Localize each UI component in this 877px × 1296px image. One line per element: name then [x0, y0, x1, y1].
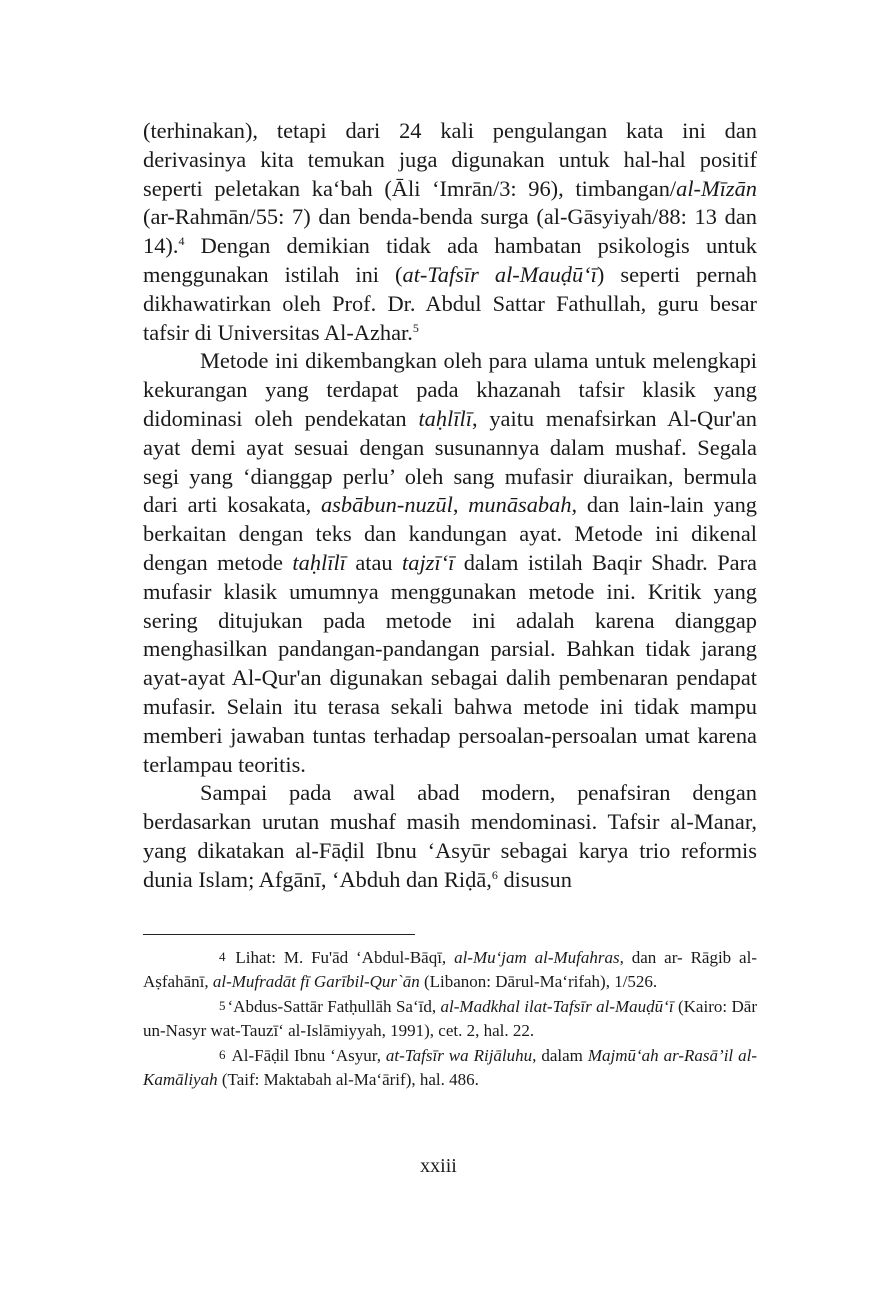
italic-term: al-Mu‘jam al-Mufahras — [454, 948, 620, 967]
italic-term: munāsabah — [468, 492, 572, 518]
text-run: Sampai pada awal abad modern, penafsiran dengan berdasarkan urutan mushaf masih mendominasi. Tafsir al-Manar, yang dikatakan al-Fāḍil Ibnu ‘Asyūr sebagai karya trio reformis dunia Islam; Afgānī, ‘Abduh dan Riḍā, — [143, 780, 757, 892]
footnote-separator — [143, 934, 415, 935]
italic-term: at-Tafsīr al-Mauḍū‘ī — [402, 261, 597, 287]
italic-term: Majmū‘ah ar-Rasā’il al-Kamāliyah — [143, 1046, 757, 1089]
text-run: , dalam — [532, 1046, 588, 1065]
text-run: Al-Fāḍil Ibnu ‘Asyur, — [227, 1046, 386, 1065]
text-run: (terhinakan), tetapi dari 24 kali pengulangan kata ini dan derivasinya kita temukan juga digunakan untuk hal-hal positif seperti peletakan ka‘bah (Āli ‘Imrān/3: 96), timbangan/ — [143, 118, 757, 201]
text-run: Lihat: M. Fu'ād ‘Abdul-Bāqī, — [227, 948, 455, 967]
text-run: dalam istilah Baqir Shadr. Para mufasir klasik umumnya menggunakan metode ini. Kritik yang sering ditujukan pada metode ini adalah karena dianggap menghasilkan pandangan-pandangan parsial. Bahkan tidak jarang ayat-ayat Al-Qur'an digunakan sebagai dalih pembenaran pendapat mufasir. Selain itu terasa sekali bahwa metode ini tidak mampu memberi jawaban tuntas terhadap persoalan-persoalan umat karena terlampau teoritis. — [143, 549, 757, 777]
footnote-number: 4 — [219, 949, 226, 964]
text-run: ‘Abdus-Sattār Fatḥullāh Sa‘īd, — [227, 997, 441, 1016]
text-run: , — [452, 492, 469, 518]
italic-term: al-Madkhal ilat-Tafsīr al-Mauḍū‘ī — [440, 997, 674, 1016]
italic-term: al-Mīzān — [676, 175, 757, 201]
text-run: Dengan demikian tidak ada hambatan psikologis untuk menggunakan istilah ini ( — [143, 233, 757, 287]
text-run: , yaitu menafsirkan Al-Qur'an ayat demi ayat sesuai dengan susunannya dalam mushaf. Segala segi yang ‘dianggap perlu’ oleh sang mufasir diuraikan, bermula dari arti kosakata, — [143, 405, 757, 518]
footnote — [143, 1043, 757, 1092]
text-run: (Taif: Maktabah al-Ma‘ārif), hal. 486. — [217, 1070, 479, 1089]
italic-term: taḥlīlī — [292, 549, 346, 575]
italic-term: tajzī‘ī — [402, 549, 455, 575]
paragraph — [143, 347, 757, 779]
text-run: (Libanon: Dārul-Ma‘rifah), 1/526. — [419, 972, 658, 991]
italic-term: al-Mufradāt fī Garībil-Qur`ān — [212, 972, 420, 991]
text-run: , dan lain-lain yang berkaitan dengan teks dan kandungan ayat. Metode ini dikenal dengan metode — [143, 492, 757, 575]
text-run: (Kairo: Dār un-Nasyr wat-Tauzī‘ al-Islāmiyyah, 1991), cet. 2, hal. 22. — [143, 997, 758, 1040]
footnote-number: 6 — [219, 1047, 226, 1062]
text-run: ) seperti pernah dikhawatirkan oleh Prof. Dr. Abdul Sattar Fathullah, guru besar tafsir di Universitas Al-Azhar. — [143, 261, 757, 345]
text-run: (ar-Rahmān/55: 7) dan benda-benda surga (al-Gāsyiyah/88: 13 dan 14). — [143, 204, 757, 259]
paragraph — [143, 117, 757, 347]
body-text — [143, 117, 757, 895]
footnote — [143, 945, 757, 994]
footnote-reference: 5 — [412, 320, 419, 335]
italic-term: asbābun-nuzūl — [320, 492, 453, 518]
italic-term: taḥlīlī — [418, 405, 472, 431]
page-number: xxiii — [420, 1155, 457, 1177]
italic-term: at-Tafsīr wa Rijāluhu — [385, 1046, 533, 1065]
footnotes — [143, 945, 757, 1092]
footnote — [143, 994, 757, 1043]
text-run: , dan ar- Rāgib al-Aṣfahānī, — [143, 948, 757, 991]
footnote-number: 5 — [219, 998, 226, 1013]
paragraph — [143, 779, 757, 894]
text-run: Metode ini dikembangkan oleh para ulama untuk melengkapi kekurangan yang terdapat pada khazanah tafsir klasik yang didominasi oleh pendekatan — [143, 348, 757, 431]
text-run: disusun — [497, 866, 572, 892]
footnote-reference: 4 — [178, 234, 185, 249]
text-run: atau — [345, 549, 403, 575]
footnote-reference: 6 — [491, 867, 498, 882]
